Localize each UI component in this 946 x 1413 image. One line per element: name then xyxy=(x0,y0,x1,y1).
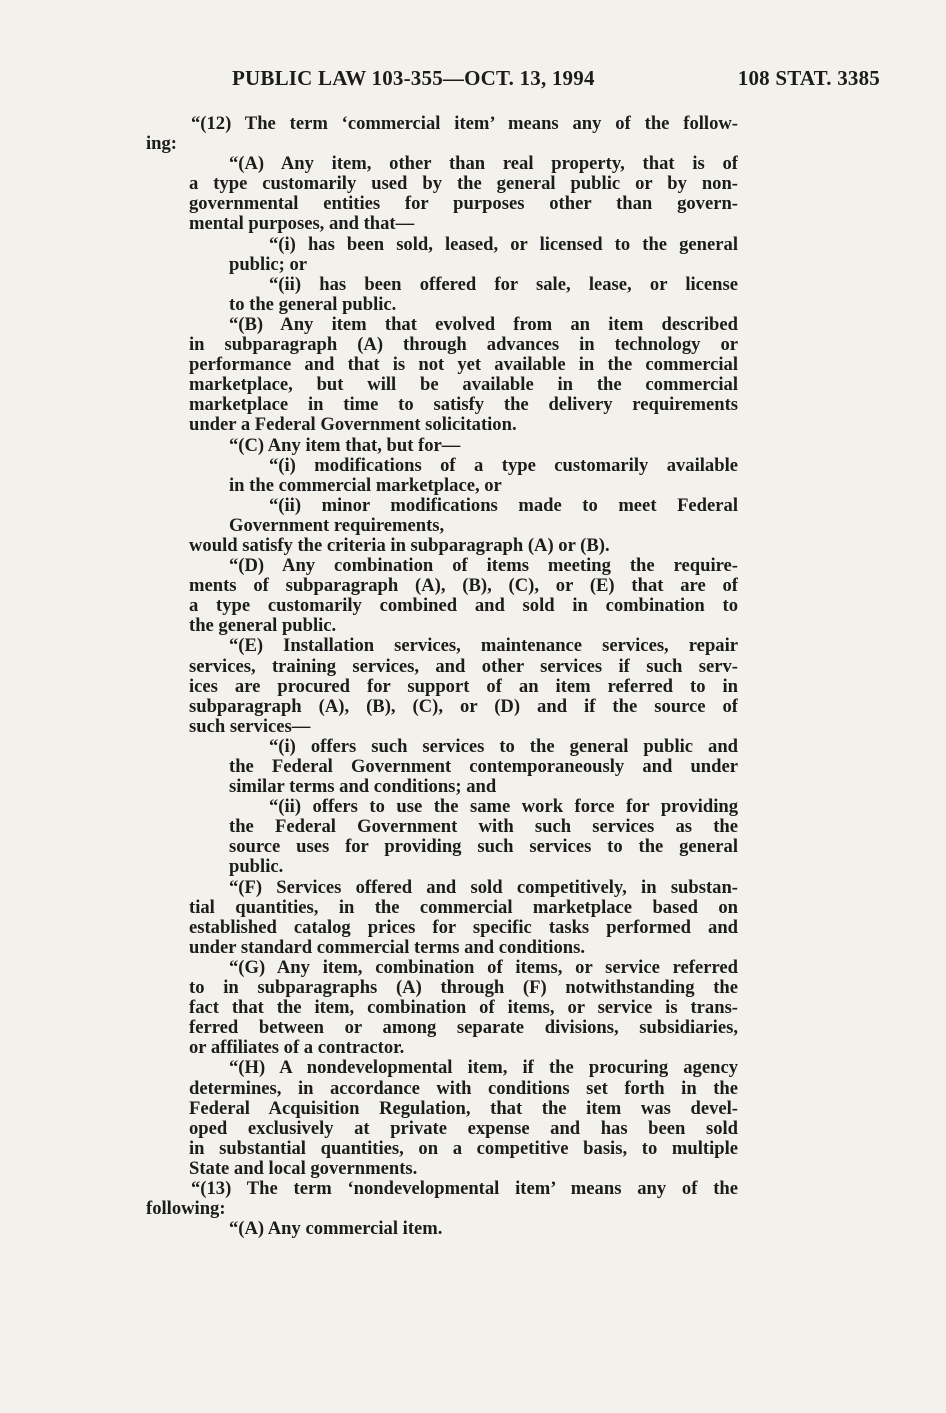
text-line: established catalog prices for specific tasks performed and xyxy=(189,917,738,938)
text-line: “(ii) minor modifications made to meet Federal xyxy=(269,495,738,516)
text-line: under a Federal Government solicitation. xyxy=(189,415,517,436)
text-line: “(i) offers such services to the general public and xyxy=(269,736,738,757)
text-line: source uses for providing such services to the general xyxy=(229,837,738,858)
text-line: “(12) The term ‘commercial item’ means any of the follow- xyxy=(191,114,738,134)
text-line: “(D) Any combination of items meeting the require- xyxy=(229,556,738,577)
text-line: “(i) modifications of a type customarily available xyxy=(269,455,738,476)
text-line: a type customarily used by the general public or by non- xyxy=(189,174,738,195)
text-line: tial quantities, in the commercial marketplace based on xyxy=(189,897,738,918)
text-line: “(C) Any item that, but for— xyxy=(229,435,461,456)
text-line: the Federal Government with such services as the xyxy=(229,817,738,838)
text-line: the Federal Government contemporaneously and under xyxy=(229,757,738,777)
text-line: the general public. xyxy=(189,616,337,637)
text-line: subparagraph (A), (B), (C), or (D) and if the source of xyxy=(189,696,738,717)
text-line: to in subparagraphs (A) through (F) notwithstanding the xyxy=(189,978,738,999)
text-line: ments of subparagraph (A), (B), (C), or (E) that are of xyxy=(189,576,738,597)
text-line: in the commercial marketplace, or xyxy=(229,475,502,496)
text-line: in substantial quantities, on a competitive basis, to multiple xyxy=(189,1138,738,1159)
text-line: in subparagraph (A) through advances in technology or xyxy=(189,335,738,356)
text-line: or affiliates of a contractor. xyxy=(189,1038,405,1059)
text-line: fact that the item, combination of items, or service is trans- xyxy=(189,998,738,1019)
text-line: “(A) Any item, other than real property, that is of xyxy=(229,154,738,175)
text-line: similar terms and conditions; and xyxy=(229,777,497,798)
text-line: ferred between or among separate divisions, subsidiaries, xyxy=(189,1018,738,1039)
text-line: marketplace in time to satisfy the delivery requirements xyxy=(189,395,738,416)
text-line: “(E) Installation services, maintenance services, repair xyxy=(229,636,738,657)
text-line: oped exclusively at private expense and has been sold xyxy=(189,1118,738,1139)
text-line: performance and that is not yet available in the commercial xyxy=(189,355,738,376)
text-line: under standard commercial terms and conditions. xyxy=(189,937,585,958)
text-line: would satisfy the criteria in subparagraph (A) or (B). xyxy=(189,535,610,556)
text-line: public; or xyxy=(229,254,307,275)
text-line: mental purposes, and that— xyxy=(189,214,415,235)
text-line: “(i) has been sold, leased, or licensed to the general xyxy=(269,234,738,255)
statute-body xyxy=(146,114,738,1239)
text-line: Federal Acquisition Regulation, that the item was devel- xyxy=(189,1098,738,1119)
text-line: “(ii) has been offered for sale, lease, or license xyxy=(269,274,738,295)
header-stat-citation: 108 STAT. 3385 xyxy=(737,66,880,90)
text-line: “(F) Services offered and sold competitively, in substan- xyxy=(229,877,738,898)
text-line: “(13) The term ‘nondevelopmental item’ means any of the xyxy=(191,1178,738,1199)
text-line: to the general public. xyxy=(229,294,397,315)
text-line: public. xyxy=(229,857,284,878)
text-line: “(H) A nondevelopmental item, if the procuring agency xyxy=(229,1058,738,1079)
text-line: “(ii) offers to use the same work force for providing xyxy=(269,797,738,818)
text-line: ices are procured for support of an item referred to in xyxy=(189,676,738,697)
text-line: “(G) Any item, combination of items, or service referred xyxy=(229,957,738,978)
text-line: “(A) Any commercial item. xyxy=(229,1219,443,1240)
text-line: determines, in accordance with conditions set forth in the xyxy=(189,1078,738,1099)
running-header xyxy=(0,66,946,96)
text-line: ing: xyxy=(146,134,177,155)
text-line: services, training services, and other services if such serv- xyxy=(189,656,738,677)
text-line: a type customarily combined and sold in combination to xyxy=(189,596,738,617)
header-title: PUBLIC LAW 103-355—OCT. 13, 1994 xyxy=(232,66,595,90)
text-line: State and local governments. xyxy=(189,1158,418,1179)
text-line: following: xyxy=(146,1199,226,1220)
text-line: marketplace, but will be available in the commercial xyxy=(189,375,738,396)
text-line: Government requirements, xyxy=(229,515,445,536)
text-line: governmental entities for purposes other than govern- xyxy=(189,194,738,215)
text-line: “(B) Any item that evolved from an item described xyxy=(229,314,738,335)
text-line: such services— xyxy=(189,716,311,737)
